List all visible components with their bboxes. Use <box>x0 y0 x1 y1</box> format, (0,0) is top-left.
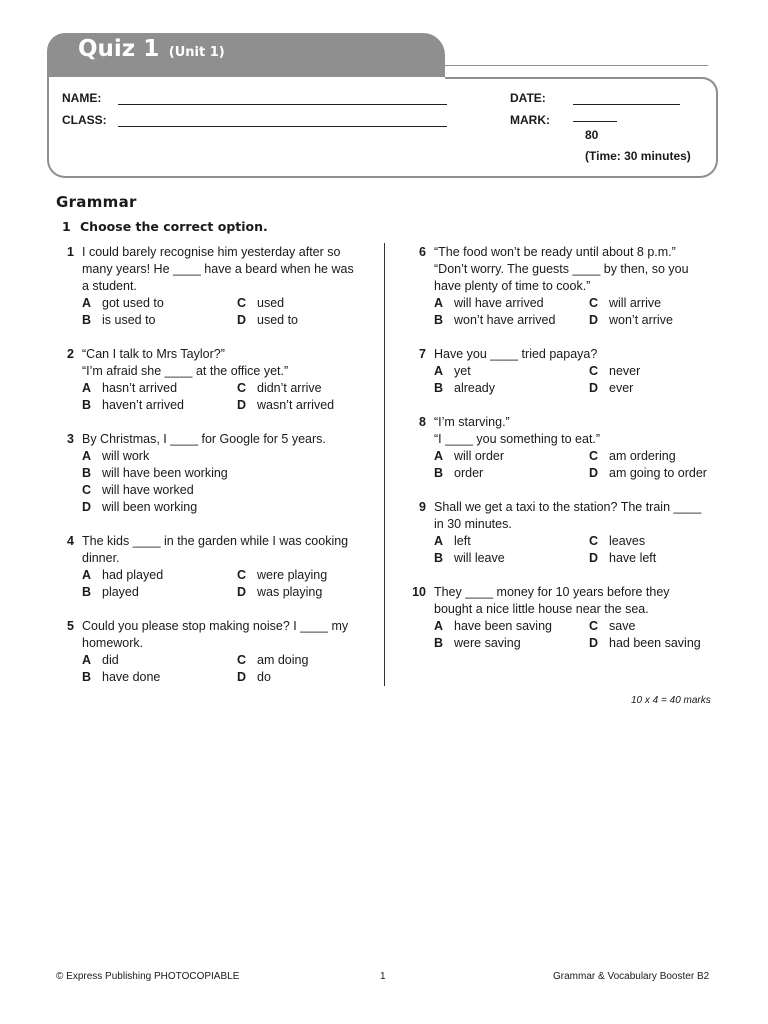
answer-option[interactable] <box>237 669 271 686</box>
option-text: leaves <box>609 534 646 548</box>
question-stem-line: “I’m starving.” <box>434 415 510 429</box>
option-text: left <box>454 534 471 548</box>
class-label: CLASS: <box>62 113 107 127</box>
option-text: have left <box>609 551 657 565</box>
option-text: have been saving <box>454 619 552 633</box>
answer-option[interactable] <box>82 567 163 584</box>
class-field[interactable] <box>118 126 447 127</box>
option-letter: C <box>237 296 247 310</box>
option-text: were playing <box>257 568 328 582</box>
answer-option[interactable] <box>589 312 673 329</box>
answer-option[interactable] <box>589 465 707 482</box>
option-letter: B <box>434 551 444 565</box>
option-text: didn’t arrive <box>257 381 322 395</box>
question-number: 10 <box>412 585 426 599</box>
answer-option[interactable] <box>82 652 119 669</box>
section-title: Grammar <box>56 193 137 211</box>
answer-option[interactable] <box>589 618 635 635</box>
option-text: will have arrived <box>454 296 544 310</box>
option-text: will arrive <box>609 296 662 310</box>
option-letter: B <box>434 381 444 395</box>
answer-option[interactable] <box>589 295 661 312</box>
option-letter: C <box>589 296 599 310</box>
question-stem-line: Could you please stop making noise? I ____ my <box>82 619 349 633</box>
option-text: used <box>257 296 285 310</box>
option-text: will leave <box>454 551 505 565</box>
answer-option[interactable] <box>82 295 164 312</box>
answer-option[interactable] <box>237 567 327 584</box>
answer-option[interactable] <box>589 448 676 465</box>
answer-option[interactable] <box>237 652 308 669</box>
option-letter: A <box>82 381 92 395</box>
option-text: did <box>102 653 119 667</box>
option-text: will order <box>454 449 505 463</box>
question-number: 6 <box>419 245 426 259</box>
name-field[interactable] <box>118 104 447 105</box>
option-text: wasn’t arrived <box>257 398 335 412</box>
option-letter: C <box>237 568 247 582</box>
quiz-title-unit: (Unit 1) <box>168 45 225 60</box>
option-letter: C <box>589 364 599 378</box>
answer-option[interactable] <box>237 397 334 414</box>
question-stem <box>82 431 326 448</box>
question-stem <box>82 346 288 380</box>
option-letter: D <box>237 398 247 412</box>
option-text: had played <box>102 568 164 582</box>
question-stem-line: “Don’t worry. The guests ____ by then, so you <box>434 262 689 276</box>
mark-total: 80 <box>585 128 599 142</box>
question-stem-line: Shall we get a taxi to the station? The train ____ <box>434 500 702 514</box>
name-label: NAME: <box>62 91 102 105</box>
question-stem-line: have plenty of time to cook.” <box>434 279 591 293</box>
option-text: were saving <box>454 636 521 650</box>
mark-label: MARK: <box>510 113 550 127</box>
option-letter: B <box>434 313 444 327</box>
option-letter: D <box>589 313 599 327</box>
answer-option[interactable] <box>82 380 177 397</box>
mark-field[interactable] <box>573 121 617 122</box>
quiz-title-main: Quiz 1 <box>78 36 160 62</box>
question-stem-line: “I’m afraid she ____ at the office yet.” <box>82 364 289 378</box>
answer-option[interactable] <box>589 533 645 550</box>
answer-option[interactable] <box>589 550 656 567</box>
time-note: (Time: 30 minutes) <box>585 149 691 163</box>
date-label: DATE: <box>510 91 546 105</box>
answer-option[interactable] <box>434 380 495 397</box>
date-field[interactable] <box>573 104 680 105</box>
option-text: won’t have arrived <box>454 313 556 327</box>
question-stem <box>434 584 670 618</box>
question-stem-line: The kids ____ in the garden while I was cooking <box>82 534 349 548</box>
question-stem <box>82 618 348 652</box>
question-item <box>408 244 738 334</box>
option-letter: B <box>434 636 444 650</box>
question-number: 8 <box>419 415 426 429</box>
option-letter: D <box>589 636 599 650</box>
question-stem <box>434 346 597 363</box>
option-letter: C <box>589 534 599 548</box>
option-letter: B <box>82 313 92 327</box>
info-box-border <box>445 77 718 97</box>
answer-option[interactable] <box>82 669 160 686</box>
question-stem-line: They ____ money for 10 years before they <box>434 585 670 599</box>
question-stem <box>434 414 600 448</box>
question-stem-line: I could barely recognise him yesterday after so <box>82 245 341 259</box>
question-number: 2 <box>67 347 74 361</box>
answer-option[interactable] <box>589 380 633 397</box>
option-text: used to <box>257 313 299 327</box>
option-text: have done <box>102 670 161 684</box>
option-letter: B <box>82 585 92 599</box>
question-item <box>408 499 738 589</box>
question-number: 5 <box>67 619 74 633</box>
option-text: never <box>609 364 641 378</box>
option-text: do <box>257 670 271 684</box>
option-letter: D <box>237 313 247 327</box>
option-text: will have been working <box>102 466 228 480</box>
option-text: will have worked <box>102 483 194 497</box>
option-text: is used to <box>102 313 156 327</box>
question-item <box>56 533 386 623</box>
answer-option[interactable] <box>589 635 701 652</box>
answer-option[interactable] <box>434 618 552 635</box>
option-letter: C <box>589 449 599 463</box>
question-number: 4 <box>67 534 74 548</box>
option-letter: A <box>82 568 92 582</box>
title-rule <box>445 65 708 66</box>
answer-option[interactable] <box>82 465 228 482</box>
question-item <box>56 431 386 521</box>
question-number: 9 <box>419 500 426 514</box>
question-item <box>56 346 386 436</box>
question-item <box>56 618 386 708</box>
answer-option[interactable] <box>589 363 640 380</box>
answer-option[interactable] <box>434 448 504 465</box>
answer-option[interactable] <box>434 533 471 550</box>
option-letter: C <box>237 381 247 395</box>
footer-page-number: 1 <box>380 971 386 982</box>
option-letter: C <box>589 619 599 633</box>
option-text: am going to order <box>609 466 707 480</box>
footer-copyright: © Express Publishing PHOTOCOPIABLE <box>56 971 240 982</box>
question-stem-line: a student. <box>82 279 137 293</box>
option-letter: B <box>434 466 444 480</box>
exercise-instruction-text: Choose the correct option. <box>80 219 268 234</box>
answer-option[interactable] <box>82 397 184 414</box>
option-text: haven’t arrived <box>102 398 184 412</box>
option-letter: D <box>82 500 92 514</box>
exercise-instruction <box>62 219 268 234</box>
option-letter: A <box>434 364 444 378</box>
answer-option[interactable] <box>82 482 194 499</box>
option-letter: B <box>82 670 92 684</box>
question-number: 3 <box>67 432 74 446</box>
option-letter: B <box>82 398 92 412</box>
option-text: save <box>609 619 636 633</box>
answer-option[interactable] <box>82 584 139 601</box>
option-text: got used to <box>102 296 164 310</box>
footer-book-title: Grammar & Vocabulary Booster B2 <box>553 971 710 982</box>
option-text: ever <box>609 381 634 395</box>
marks-note: 10 x 4 = 40 marks <box>631 695 711 706</box>
option-letter: D <box>589 466 599 480</box>
option-letter: D <box>589 381 599 395</box>
option-letter: B <box>82 466 92 480</box>
question-stem-line: “I ____ you something to eat.” <box>434 432 601 446</box>
answer-option[interactable] <box>434 465 483 482</box>
question-stem-line: in 30 minutes. <box>434 517 512 531</box>
answer-option[interactable] <box>237 584 322 601</box>
question-stem-line: By Christmas, I ____ for Google for 5 years. <box>82 432 326 446</box>
quiz-title <box>78 36 225 62</box>
option-text: had been saving <box>609 636 701 650</box>
option-text: order <box>454 466 484 480</box>
question-stem-line: many years! He ____ have a beard when he was <box>82 262 354 276</box>
answer-option[interactable] <box>82 312 156 329</box>
option-letter: A <box>434 534 444 548</box>
option-letter: D <box>589 551 599 565</box>
exercise-number: 1 <box>62 219 71 234</box>
answer-option[interactable] <box>434 550 505 567</box>
option-letter: A <box>82 653 92 667</box>
option-text: am doing <box>257 653 309 667</box>
answer-option[interactable] <box>237 312 298 329</box>
option-letter: D <box>237 585 247 599</box>
option-letter: A <box>434 296 444 310</box>
option-text: yet <box>454 364 471 378</box>
question-item <box>408 414 738 504</box>
option-text: already <box>454 381 495 395</box>
question-stem-line: homework. <box>82 636 144 650</box>
answer-option[interactable] <box>434 295 544 312</box>
option-letter: C <box>237 653 247 667</box>
question-stem-line: bought a nice little house near the sea. <box>434 602 649 616</box>
question-item <box>408 584 738 674</box>
answer-option[interactable] <box>434 312 555 329</box>
option-text: am ordering <box>609 449 676 463</box>
answer-option[interactable] <box>82 499 197 516</box>
answer-option[interactable] <box>434 363 471 380</box>
option-letter: D <box>237 670 247 684</box>
option-text: played <box>102 585 139 599</box>
option-text: won’t arrive <box>609 313 673 327</box>
option-text: will work <box>102 449 150 463</box>
option-letter: A <box>434 449 444 463</box>
answer-option[interactable] <box>434 635 521 652</box>
answer-option[interactable] <box>237 380 322 397</box>
answer-option[interactable] <box>82 448 149 465</box>
option-letter: A <box>82 296 92 310</box>
question-number: 1 <box>67 245 74 259</box>
option-text: will been working <box>102 500 198 514</box>
answer-option[interactable] <box>237 295 284 312</box>
question-stem <box>82 533 348 567</box>
question-stem-line: “The food won’t be ready until about 8 p.m.” <box>434 245 676 259</box>
question-number: 7 <box>419 347 426 361</box>
question-stem-line: dinner. <box>82 551 120 565</box>
option-text: hasn’t arrived <box>102 381 178 395</box>
option-letter: A <box>82 449 92 463</box>
option-letter: A <box>434 619 444 633</box>
question-stem-line: Have you ____ tried papaya? <box>434 347 598 361</box>
question-stem <box>434 244 689 295</box>
option-letter: C <box>82 483 92 497</box>
option-text: was playing <box>257 585 323 599</box>
question-item <box>56 244 386 334</box>
question-stem <box>434 499 701 533</box>
question-stem <box>82 244 354 295</box>
question-stem-line: “Can I talk to Mrs Taylor?” <box>82 347 225 361</box>
